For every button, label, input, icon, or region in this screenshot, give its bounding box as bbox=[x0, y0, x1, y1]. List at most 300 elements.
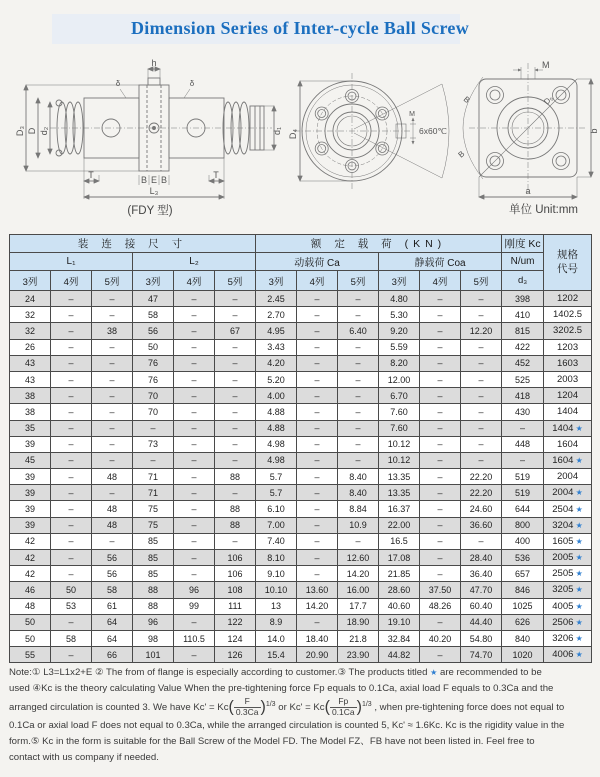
recommended-star-icon: ★ bbox=[573, 553, 583, 563]
table-cell: 14.20 bbox=[297, 598, 338, 614]
table-cell: 124 bbox=[215, 630, 256, 646]
note-line-6: contact with us company if needed. bbox=[9, 751, 159, 763]
table-cell: – bbox=[297, 452, 338, 468]
table-cell: 1025 bbox=[502, 598, 544, 614]
table-cell: 46 bbox=[10, 582, 51, 598]
table-cell: 4.95 bbox=[256, 323, 297, 339]
table-cell: 75 bbox=[133, 501, 174, 517]
table-cell: – bbox=[174, 436, 215, 452]
table-cell: – bbox=[174, 501, 215, 517]
recommended-star-icon: ★ bbox=[573, 650, 583, 660]
table-cell: – bbox=[420, 420, 461, 436]
table-cell: 5.7 bbox=[256, 469, 297, 485]
table-cell: 18.90 bbox=[338, 614, 379, 630]
table-cell: 88 bbox=[215, 517, 256, 533]
table-row bbox=[10, 469, 592, 485]
table-cell: 76 bbox=[133, 371, 174, 387]
spec-code-cell: 2504 ★ bbox=[544, 501, 592, 517]
dim-label-h: h bbox=[151, 58, 157, 68]
recommended-star-icon: ★ bbox=[573, 423, 583, 433]
recommended-star-icon: ★ bbox=[573, 504, 583, 514]
table-cell: 12.20 bbox=[461, 323, 502, 339]
table-cell: 71 bbox=[133, 469, 174, 485]
table-cell: 110.5 bbox=[174, 630, 215, 646]
table-cell: 7.40 bbox=[256, 533, 297, 549]
table-cell: – bbox=[420, 485, 461, 501]
table-cell: 39 bbox=[10, 501, 51, 517]
table-cell: 6.40 bbox=[338, 323, 379, 339]
table-cell: 42 bbox=[10, 566, 51, 582]
table-cell: – bbox=[215, 485, 256, 501]
table-cell: – bbox=[51, 566, 92, 582]
table-cell: 73 bbox=[133, 436, 174, 452]
table-cell: 10.12 bbox=[379, 436, 420, 452]
table-cell: – bbox=[461, 339, 502, 355]
table-cell: 5.30 bbox=[379, 307, 420, 323]
table-cell: – bbox=[297, 291, 338, 307]
table-cell: – bbox=[92, 355, 133, 371]
table-cell: 16.5 bbox=[379, 533, 420, 549]
table-cell: 75 bbox=[133, 517, 174, 533]
formula-fraction: $\frac{F}{0.3Ca}$ bbox=[235, 696, 259, 718]
table-cell: – bbox=[461, 355, 502, 371]
header-dynamic-load: 动载荷 Ca bbox=[256, 253, 379, 271]
table-cell: – bbox=[51, 501, 92, 517]
table-cell: 24 bbox=[10, 291, 51, 307]
header-col: 3列 bbox=[379, 271, 420, 291]
table-cell: 44.82 bbox=[379, 647, 420, 663]
table-cell: 43 bbox=[10, 371, 51, 387]
table-cell: – bbox=[420, 291, 461, 307]
table-cell: 56 bbox=[92, 566, 133, 582]
dim-label-b-side: b bbox=[589, 128, 599, 134]
table-cell: – bbox=[51, 420, 92, 436]
table-cell: 644 bbox=[502, 501, 544, 517]
table-row bbox=[10, 291, 592, 307]
header-l2: L₂ bbox=[133, 253, 256, 271]
header-spec-line2: 代号 bbox=[557, 262, 579, 275]
table-cell: 28.60 bbox=[379, 582, 420, 598]
table-cell: 60.40 bbox=[461, 598, 502, 614]
table-cell: – bbox=[174, 452, 215, 468]
table-cell: 85 bbox=[133, 550, 174, 566]
table-cell: 50 bbox=[10, 614, 51, 630]
table-cell: – bbox=[461, 436, 502, 452]
dim-label-d1: d₁ bbox=[272, 126, 282, 136]
table-cell: – bbox=[174, 307, 215, 323]
table-cell: 48 bbox=[92, 469, 133, 485]
table-cell: 418 bbox=[502, 388, 544, 404]
table-cell: – bbox=[461, 291, 502, 307]
recommended-star-icon: ★ bbox=[573, 634, 583, 644]
header-col: 3列 bbox=[133, 271, 174, 291]
table-cell: – bbox=[92, 291, 133, 307]
dim-label-d2: d₂ bbox=[39, 126, 49, 136]
table-cell: 14.20 bbox=[338, 566, 379, 582]
table-row bbox=[10, 339, 592, 355]
table-row bbox=[10, 323, 592, 339]
table-cell: – bbox=[420, 566, 461, 582]
dimension-table bbox=[9, 234, 592, 663]
table-cell: – bbox=[174, 323, 215, 339]
square-flange-drawing bbox=[455, 55, 600, 213]
note-line-5: form.⑤ Kc in the form is suitable for the Ball Screw of the Model FD. The Model FZ、FB have not been listed in. Feel free to bbox=[9, 735, 535, 747]
table-cell: – bbox=[51, 614, 92, 630]
table-cell: 48 bbox=[92, 517, 133, 533]
table-cell: 846 bbox=[502, 582, 544, 598]
page-title: Dimension Series of Inter-cycle Ball Screw bbox=[130, 18, 470, 38]
header-col: 4列 bbox=[297, 271, 338, 291]
table-cell: – bbox=[51, 307, 92, 323]
table-cell: – bbox=[92, 388, 133, 404]
note-line-4: 0.1Ca or axial load F does not equal to 0.3Ca, while the arranged circulation is counted 5, Kc' ≈ 1.6Kc. Kc is the rigidity value in the bbox=[9, 719, 565, 731]
table-row bbox=[10, 452, 592, 468]
table-cell: 8.40 bbox=[338, 485, 379, 501]
table-cell: – bbox=[215, 339, 256, 355]
table-cell: 398 bbox=[502, 291, 544, 307]
table-cell: – bbox=[51, 533, 92, 549]
table-cell: 15.4 bbox=[256, 647, 297, 663]
table-cell: – bbox=[297, 550, 338, 566]
dim-label-l3: L₃ bbox=[149, 186, 159, 196]
table-cell: 85 bbox=[133, 566, 174, 582]
table-cell: – bbox=[297, 404, 338, 420]
table-cell: 36.40 bbox=[461, 566, 502, 582]
table-cell: 40.20 bbox=[420, 630, 461, 646]
table-cell: – bbox=[420, 501, 461, 517]
table-cell: 48.26 bbox=[420, 598, 461, 614]
table-cell: – bbox=[174, 420, 215, 436]
table-cell: – bbox=[92, 452, 133, 468]
table-cell: 50 bbox=[10, 630, 51, 646]
table-cell: – bbox=[297, 339, 338, 355]
table-cell: – bbox=[338, 420, 379, 436]
table-cell: 448 bbox=[502, 436, 544, 452]
table-cell: 12.00 bbox=[379, 371, 420, 387]
angle-note-label: 6x60℃ bbox=[419, 126, 447, 136]
table-cell: 5.7 bbox=[256, 485, 297, 501]
table-cell: 17.7 bbox=[338, 598, 379, 614]
table-cell: – bbox=[92, 485, 133, 501]
table-cell: 12.60 bbox=[338, 550, 379, 566]
spec-code-cell: 1404 bbox=[544, 404, 592, 420]
table-cell: – bbox=[174, 469, 215, 485]
table-cell: – bbox=[461, 307, 502, 323]
side-view-drawing bbox=[14, 53, 286, 205]
header-col: 5列 bbox=[338, 271, 379, 291]
table-cell: – bbox=[174, 339, 215, 355]
table-row bbox=[10, 630, 592, 646]
table-cell: 7.60 bbox=[379, 420, 420, 436]
table-row bbox=[10, 582, 592, 598]
table-cell: – bbox=[215, 436, 256, 452]
table-cell: – bbox=[338, 355, 379, 371]
table-cell: 108 bbox=[215, 582, 256, 598]
table-row bbox=[10, 501, 592, 517]
header-stiffness: 刚度 Kc bbox=[502, 235, 544, 253]
spec-code-cell: 1605 ★ bbox=[544, 533, 592, 549]
recommended-star-icon: ★ bbox=[430, 668, 438, 677]
table-row bbox=[10, 388, 592, 404]
table-cell: – bbox=[297, 469, 338, 485]
dim-label-b-left: B bbox=[140, 175, 148, 185]
table-cell: – bbox=[297, 566, 338, 582]
table-cell: 42 bbox=[10, 533, 51, 549]
table-cell: 4.88 bbox=[256, 404, 297, 420]
table-cell: 6.10 bbox=[256, 501, 297, 517]
spec-code-cell: 3206 ★ bbox=[544, 630, 592, 646]
table-cell: – bbox=[215, 420, 256, 436]
table-cell: 626 bbox=[502, 614, 544, 630]
table-cell: – bbox=[133, 420, 174, 436]
table-cell: 10.12 bbox=[379, 452, 420, 468]
table-cell: 8.9 bbox=[256, 614, 297, 630]
table-cell: 8.10 bbox=[256, 550, 297, 566]
table-cell: 71 bbox=[133, 485, 174, 501]
table-cell: 32 bbox=[10, 323, 51, 339]
spec-code-cell: 4006 ★ bbox=[544, 647, 592, 663]
table-cell: – bbox=[51, 436, 92, 452]
table-cell: 111 bbox=[215, 598, 256, 614]
spec-code-cell: 2005 ★ bbox=[544, 550, 592, 566]
table-row bbox=[10, 485, 592, 501]
table-cell: 76 bbox=[133, 355, 174, 371]
spec-code-cell: 1202 bbox=[544, 291, 592, 307]
table-row bbox=[10, 647, 592, 663]
table-cell: – bbox=[297, 420, 338, 436]
table-cell: 4.20 bbox=[256, 355, 297, 371]
spec-code-cell: 2004 ★ bbox=[544, 485, 592, 501]
table-cell: 38 bbox=[92, 323, 133, 339]
header-col: 5列 bbox=[215, 271, 256, 291]
table-cell: – bbox=[51, 550, 92, 566]
header-col: 4列 bbox=[420, 271, 461, 291]
table-cell: 99 bbox=[174, 598, 215, 614]
table-cell: 519 bbox=[502, 469, 544, 485]
spec-code-cell: 1604 ★ bbox=[544, 452, 592, 468]
note-line-2: used ④Kc is the theory calculating Value When the pre-tightening force Fp equals to 0.1Ca, axial load F equals to 0.3Ca and the bbox=[9, 683, 554, 694]
table-cell: – bbox=[420, 452, 461, 468]
table-cell: – bbox=[297, 533, 338, 549]
table-cell: 452 bbox=[502, 355, 544, 371]
spec-code-cell: 1402.5 bbox=[544, 307, 592, 323]
table-cell: 58 bbox=[133, 307, 174, 323]
table-cell: – bbox=[174, 355, 215, 371]
table-row bbox=[10, 550, 592, 566]
recommended-star-icon: ★ bbox=[573, 569, 583, 579]
table-cell: – bbox=[297, 388, 338, 404]
table-cell: 85 bbox=[133, 533, 174, 549]
table-cell: 47 bbox=[133, 291, 174, 307]
table-cell: – bbox=[51, 355, 92, 371]
table-cell: – bbox=[174, 550, 215, 566]
table-cell: – bbox=[461, 452, 502, 468]
table-cell: – bbox=[420, 339, 461, 355]
table-cell: 39 bbox=[10, 485, 51, 501]
table-cell: 66 bbox=[92, 647, 133, 663]
table-cell: 536 bbox=[502, 550, 544, 566]
table-cell: 58 bbox=[92, 582, 133, 598]
table-row bbox=[10, 404, 592, 420]
table-cell: 55 bbox=[10, 647, 51, 663]
table-cell: – bbox=[420, 436, 461, 452]
round-flange-drawing bbox=[284, 60, 456, 202]
table-cell: 21.85 bbox=[379, 566, 420, 582]
recommended-star-icon: ★ bbox=[573, 585, 583, 595]
spec-code-cell: 1404 ★ bbox=[544, 420, 592, 436]
table-cell: – bbox=[92, 436, 133, 452]
table-cell: 40.60 bbox=[379, 598, 420, 614]
spec-code-cell: 1204 bbox=[544, 388, 592, 404]
table-cell: 98 bbox=[133, 630, 174, 646]
dim-label-b-lower: B bbox=[456, 149, 467, 160]
recommended-star-icon: ★ bbox=[573, 536, 583, 546]
table-cell: – bbox=[502, 452, 544, 468]
table-cell: – bbox=[420, 533, 461, 549]
table-cell: 74.70 bbox=[461, 647, 502, 663]
header-d3: d₃ bbox=[502, 271, 544, 291]
table-cell: 3.43 bbox=[256, 339, 297, 355]
table-cell: 19.10 bbox=[379, 614, 420, 630]
table-cell: 4.80 bbox=[379, 291, 420, 307]
recommended-star-icon: ★ bbox=[573, 520, 583, 530]
table-row bbox=[10, 517, 592, 533]
spec-code-cell: 1603 bbox=[544, 355, 592, 371]
table-cell: 815 bbox=[502, 323, 544, 339]
table-cell: – bbox=[174, 371, 215, 387]
table-row bbox=[10, 355, 592, 371]
table-cell: 18.40 bbox=[297, 630, 338, 646]
table-cell: 422 bbox=[502, 339, 544, 355]
table-cell: 106 bbox=[215, 550, 256, 566]
table-cell: 800 bbox=[502, 517, 544, 533]
table-cell: – bbox=[51, 452, 92, 468]
dim-label-t-right: T bbox=[213, 170, 219, 180]
table-cell: 4.00 bbox=[256, 388, 297, 404]
table-cell: 23.90 bbox=[338, 647, 379, 663]
table-cell: – bbox=[338, 404, 379, 420]
table-cell: – bbox=[174, 566, 215, 582]
model-type-label: (FDY 型) bbox=[127, 205, 173, 217]
table-cell: 70 bbox=[133, 388, 174, 404]
table-row bbox=[10, 533, 592, 549]
table-cell: 38 bbox=[10, 388, 51, 404]
table-cell: – bbox=[420, 550, 461, 566]
table-cell: – bbox=[338, 291, 379, 307]
table-cell: – bbox=[420, 323, 461, 339]
spec-code-cell: 3204 ★ bbox=[544, 517, 592, 533]
table-cell: – bbox=[215, 307, 256, 323]
table-cell: 4.88 bbox=[256, 420, 297, 436]
table-cell: 400 bbox=[502, 533, 544, 549]
table-cell: 42 bbox=[10, 550, 51, 566]
table-cell: 56 bbox=[92, 550, 133, 566]
table-cell: 5.59 bbox=[379, 339, 420, 355]
table-cell: – bbox=[51, 647, 92, 663]
table-row bbox=[10, 371, 592, 387]
table-row bbox=[10, 307, 592, 323]
table-cell: 45 bbox=[10, 452, 51, 468]
table-cell: 4.98 bbox=[256, 452, 297, 468]
table-cell: 38 bbox=[10, 404, 51, 420]
table-row bbox=[10, 566, 592, 582]
table-cell: 32 bbox=[10, 307, 51, 323]
dim-label-delta-left: δ bbox=[115, 79, 121, 88]
dim-label-d3-outer: D₃ bbox=[15, 125, 25, 137]
table-cell: – bbox=[420, 614, 461, 630]
dim-label-d4: D₄ bbox=[288, 128, 298, 140]
dim-label-d: D bbox=[27, 127, 37, 135]
table-cell: – bbox=[420, 307, 461, 323]
header-col: 5列 bbox=[92, 271, 133, 291]
table-cell: 88 bbox=[215, 469, 256, 485]
table-cell: – bbox=[215, 291, 256, 307]
table-cell: 7.00 bbox=[256, 517, 297, 533]
table-cell: 96 bbox=[174, 582, 215, 598]
table-cell: – bbox=[215, 533, 256, 549]
table-cell: 39 bbox=[10, 517, 51, 533]
table-cell: – bbox=[461, 420, 502, 436]
table-cell: – bbox=[461, 388, 502, 404]
header-col: 3列 bbox=[256, 271, 297, 291]
table-cell: – bbox=[174, 533, 215, 549]
table-cell: – bbox=[215, 355, 256, 371]
table-cell: 5.20 bbox=[256, 371, 297, 387]
table-cell: – bbox=[92, 420, 133, 436]
dim-label-m-round: M bbox=[409, 111, 415, 118]
table-cell: – bbox=[215, 388, 256, 404]
recommended-star-icon: ★ bbox=[573, 601, 583, 611]
table-cell: – bbox=[420, 404, 461, 420]
table-cell: 88 bbox=[133, 582, 174, 598]
table-cell: – bbox=[297, 501, 338, 517]
table-cell: 122 bbox=[215, 614, 256, 630]
table-cell: – bbox=[174, 485, 215, 501]
table-cell: 17.08 bbox=[379, 550, 420, 566]
table-cell: 44.40 bbox=[461, 614, 502, 630]
table-cell: 13.60 bbox=[297, 582, 338, 598]
table-cell: 56 bbox=[133, 323, 174, 339]
dim-label-b-right: B bbox=[160, 175, 168, 185]
table-cell: 26 bbox=[10, 339, 51, 355]
note-line-1: Note:① L3=L1x2+E ② The from of flange is especially according to customer.③ The products titled ★ are recommended to be bbox=[9, 667, 542, 678]
table-cell: – bbox=[420, 355, 461, 371]
table-cell: – bbox=[51, 291, 92, 307]
table-cell: 39 bbox=[10, 469, 51, 485]
table-cell: – bbox=[297, 323, 338, 339]
note-line-3: arranged circulation is counted 3. We have Kc' = Kc( $\frac{F}{0.3Ca}$ )$^{1/3}$ or Kc' = Kc( $\frac{Fp}{0.1Ca}$ )$^{1/3}$ , when pre-tightening force does not equal to bbox=[9, 696, 565, 718]
table-cell: 96 bbox=[133, 614, 174, 630]
table-cell: – bbox=[461, 533, 502, 549]
table-cell: 28.40 bbox=[461, 550, 502, 566]
table-cell: – bbox=[174, 388, 215, 404]
table-cell: – bbox=[92, 339, 133, 355]
recommended-star-icon: ★ bbox=[573, 617, 583, 627]
table-row bbox=[10, 420, 592, 436]
table-cell: 67 bbox=[215, 323, 256, 339]
table-cell: 64 bbox=[92, 614, 133, 630]
header-col: 3列 bbox=[10, 271, 51, 291]
table-cell: – bbox=[297, 517, 338, 533]
table-cell: – bbox=[92, 307, 133, 323]
spec-code-cell: 4005 ★ bbox=[544, 598, 592, 614]
table-row bbox=[10, 436, 592, 452]
table-cell: 657 bbox=[502, 566, 544, 582]
table-cell: – bbox=[92, 404, 133, 420]
table-cell: – bbox=[420, 388, 461, 404]
table-cell: – bbox=[338, 307, 379, 323]
spec-code-cell: 2506 ★ bbox=[544, 614, 592, 630]
